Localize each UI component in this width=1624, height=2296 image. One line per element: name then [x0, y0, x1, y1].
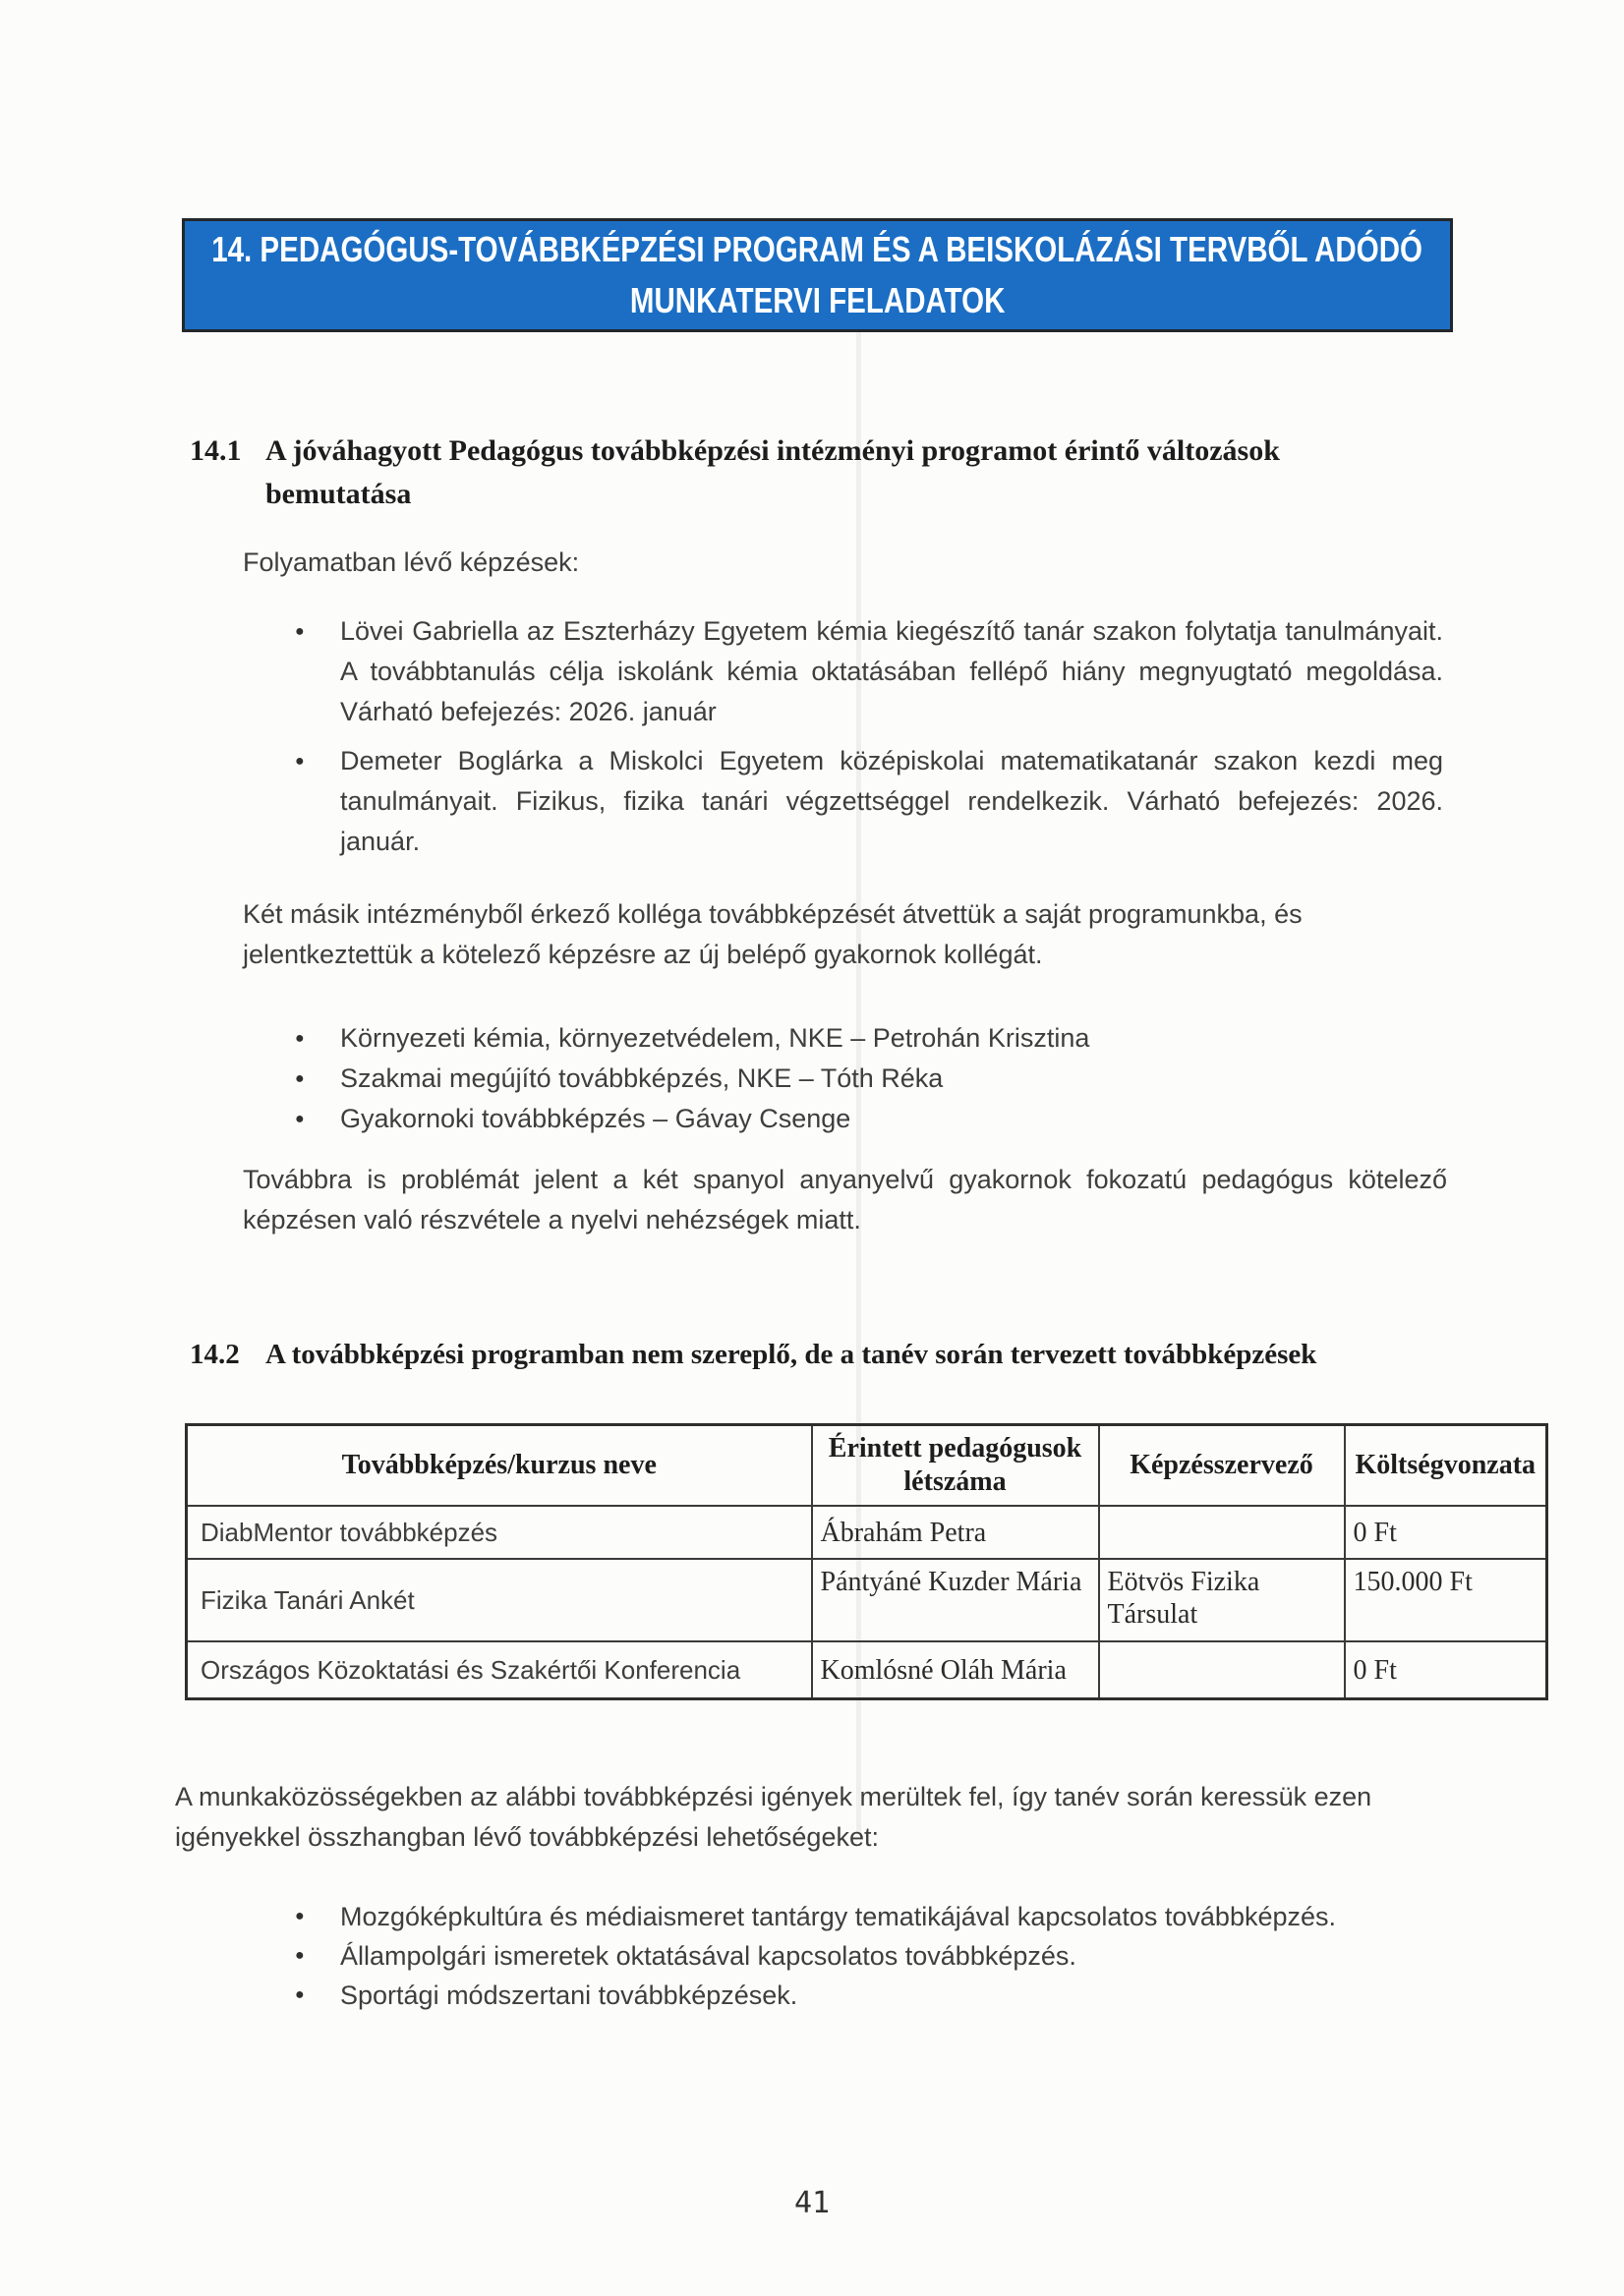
section-heading-14-1 — [190, 430, 1394, 516]
table-cell-course: Fizika Tanári Ankét — [187, 1559, 812, 1641]
table-header-affected-teachers: Érintett pedagógusok létszáma — [812, 1425, 1099, 1507]
planned-trainings-table — [185, 1423, 1548, 1700]
transferred-trainings-paragraph: Két másik intézményből érkező kolléga továbbképzését átvettük a saját programunkba, és jelentkeztettük a kötelező képzésre az új belépő gyakornok kollégát. — [243, 899, 1303, 969]
table-header-row — [187, 1425, 1547, 1507]
table-cell-cost: 0 Ft — [1345, 1641, 1547, 1699]
bullet-icon: ● — [295, 1986, 305, 2003]
table-row — [187, 1506, 1547, 1559]
list-item-text: Szakmai megújító továbbképzés, NKE – Tóth Réka — [340, 1063, 944, 1093]
training-needs-paragraph: A munkaközösségekben az alábbi továbbképzési igények merültek fel, így tanév során keressük ezen igényekkel összhangban lévő továbbképzési lehetőségeket: — [175, 1782, 1372, 1852]
table-header-organizer: Képzésszervező — [1099, 1425, 1345, 1507]
list-item-text: Mozgóképkultúra és médiaismeret tantárgy tematikájával kapcsolatos továbbképzés. — [340, 1902, 1337, 1931]
list-item — [295, 1936, 1465, 1976]
bullet-icon: ● — [295, 753, 305, 770]
section-title-banner — [182, 218, 1453, 332]
table-cell-organizer — [1099, 1506, 1345, 1559]
list-item — [295, 1018, 1396, 1059]
table-cell-teachers: Komlósné Oláh Mária — [812, 1641, 1099, 1699]
bullet-icon: ● — [295, 1030, 305, 1047]
bullet-icon: ● — [295, 1947, 305, 1964]
table-cell-organizer — [1099, 1641, 1345, 1699]
list-item — [295, 1059, 1396, 1099]
page-number: 41 — [793, 2186, 831, 2220]
section-title-text: A továbbképzési programban nem szereplő, de a tanév során tervezett továbbképzések — [265, 1339, 1317, 1370]
intro-paragraph: Folyamatban lévő képzések: — [243, 547, 580, 577]
list-item — [295, 1099, 1396, 1139]
table-row — [187, 1641, 1547, 1699]
list-item-text: Környezeti kémia, környezetvédelem, NKE – Petrohán Krisztina — [340, 1023, 1090, 1053]
transferred-trainings-list — [295, 1018, 1396, 1139]
list-item — [295, 1897, 1465, 1936]
bullet-icon: ● — [295, 1908, 305, 1924]
banner-title-line-2: MUNKATERVI FELADATOK — [629, 280, 1006, 320]
table-cell-teachers: Ábrahám Petra — [812, 1506, 1099, 1559]
list-item — [295, 611, 1443, 732]
bullet-icon: ● — [295, 623, 305, 640]
table-row — [187, 1559, 1547, 1641]
in-progress-trainings-list — [295, 611, 1443, 871]
list-item — [295, 741, 1443, 862]
list-item-text: Sportági módszertani továbbképzések. — [340, 1980, 798, 2010]
table-cell-course: Országos Közoktatási és Szakértői Konferencia — [187, 1641, 812, 1699]
table-cell-teachers: Pántyáné Kuzder Mária — [812, 1559, 1099, 1641]
list-item-text: Gyakornoki továbbképzés – Gávay Csenge — [340, 1104, 851, 1133]
list-item — [295, 1976, 1465, 2015]
table-header-course-name: Továbbképzés/kurzus neve — [187, 1425, 812, 1507]
table-header-cost: Költségvonzata — [1345, 1425, 1547, 1507]
table-cell-cost: 150.000 Ft — [1345, 1559, 1547, 1641]
section-heading-14-2 — [190, 1335, 1595, 1374]
table-cell-cost: 0 Ft — [1345, 1506, 1547, 1559]
training-needs-list — [295, 1897, 1465, 2015]
list-item-text: Demeter Boglárka a Miskolci Egyetem középiskolai matematikatanár szakon kezdi meg tanulmányait. Fizikus, fizika tanári végzettséggel rendelkezik. Várható befejezés: 2026. január. — [340, 746, 1443, 856]
table-cell-organizer: Eötvös Fizika Társulat — [1099, 1559, 1345, 1641]
section-number: 14.1 — [190, 434, 242, 467]
bullet-icon: ● — [295, 1111, 305, 1127]
list-item-text: Lövei Gabriella az Eszterházy Egyetem kémia kiegészítő tanár szakon folytatja tanulmányait. A továbbtanulás célja iskolánk kémia oktatásában fellépő hiány megnyugtató megoldása. Várható befejezés: 2026. január — [340, 616, 1443, 726]
banner-title-line-1: 14. PEDAGÓGUS-TOVÁBBKÉPZÉSI PROGRAM ÉS A BEISKOLÁZÁSI TERVBŐL ADÓDÓ — [211, 229, 1423, 269]
bullet-icon: ● — [295, 1070, 305, 1087]
section-title-text: A jóváhagyott Pedagógus továbbképzési intézményi programot érintő változások bemutatása — [265, 434, 1280, 510]
spanish-interns-paragraph: Továbbra is problémát jelent a két spanyol anyanyelvű gyakornok fokozatú pedagógus kötelező képzésen való részvétele a nyelvi nehézségek miatt. — [243, 1165, 1447, 1234]
list-item-text: Állampolgári ismeretek oktatásával kapcsolatos továbbképzés. — [340, 1941, 1076, 1971]
section-number: 14.2 — [190, 1339, 240, 1370]
table-cell-course: DiabMentor továbbképzés — [187, 1506, 812, 1559]
